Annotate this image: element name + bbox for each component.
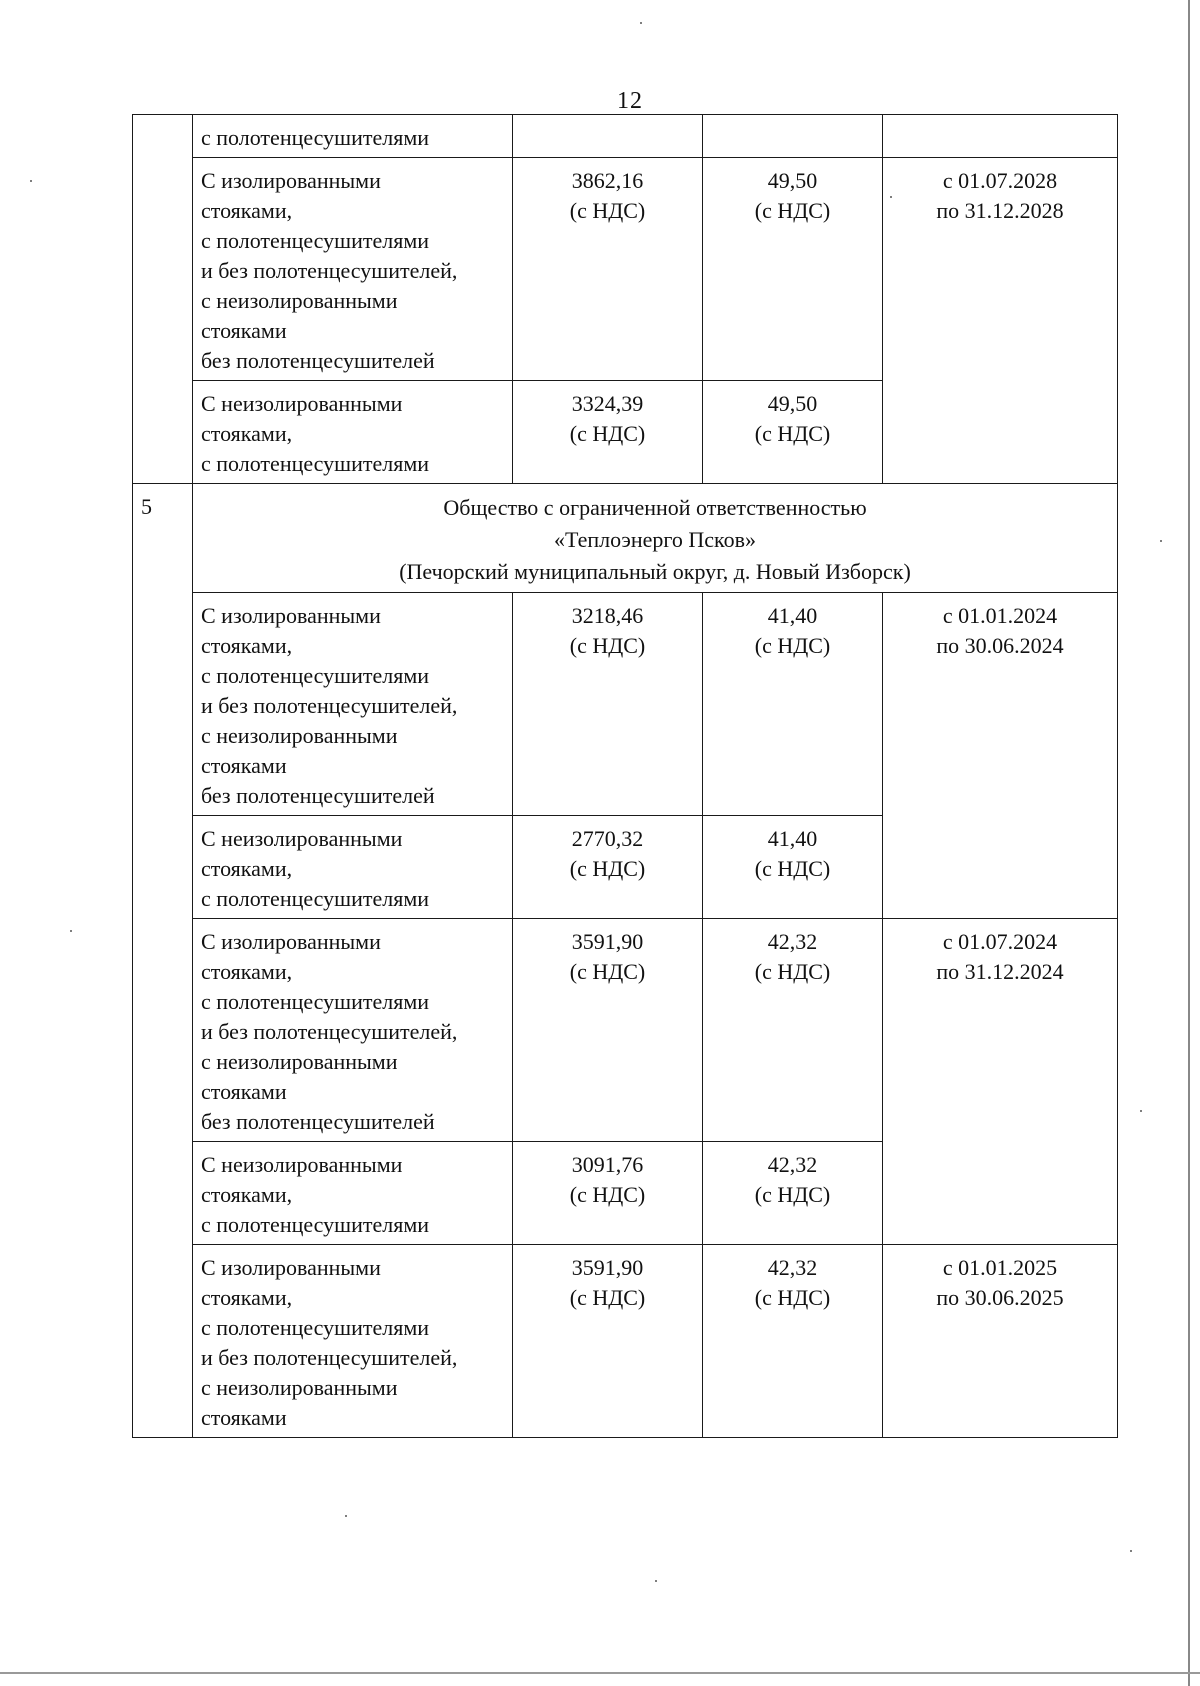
row-number-cell (133, 115, 193, 484)
tariff-value2-cell: 42,32 (с НДС) (703, 1245, 883, 1438)
scan-speck (655, 1580, 657, 1582)
tariff-value2-cell: 42,32 (с НДС) (703, 1142, 883, 1245)
tariff-value2-cell: 41,40 (с НДС) (703, 593, 883, 816)
period-cell: с 01.07.2024 по 31.12.2024 (883, 919, 1118, 1245)
scan-speck (640, 22, 642, 24)
tariff-value-cell (513, 115, 703, 158)
tariff-value2-cell: 42,32 (с НДС) (703, 919, 883, 1142)
table-row (133, 919, 1118, 1142)
table-row (133, 115, 1118, 158)
scan-speck (890, 196, 892, 198)
page-number: 12 (617, 88, 643, 114)
scan-speck (70, 930, 72, 932)
description-cell: с полотенцесушителями (193, 115, 513, 158)
description-cell: С неизолированными стояками, с полотенцесушителями (193, 816, 513, 919)
description-cell: С неизолированными стояками, с полотенцесушителями (193, 381, 513, 484)
tariff-value2-cell: 49,50 (с НДС) (703, 158, 883, 381)
scan-speck (345, 1515, 347, 1517)
tariff-value-cell: 3591,90 (с НДС) (513, 919, 703, 1142)
tariff-value2-cell (703, 115, 883, 158)
page-edge-bottom (0, 1672, 1200, 1674)
period-cell: с 01.01.2024 по 30.06.2024 (883, 593, 1118, 919)
tariff-value-cell: 3218,46 (с НДС) (513, 593, 703, 816)
scan-speck (1140, 1110, 1142, 1112)
description-cell: С изолированными стояками, с полотенцесушителями и без полотенцесушителей, с неизолированными стояками без полотенцесушителей (193, 158, 513, 381)
period-cell: с 01.01.2025 по 30.06.2025 (883, 1245, 1118, 1438)
tariff-value-cell: 3091,76 (с НДС) (513, 1142, 703, 1245)
table-row (133, 1245, 1118, 1438)
period-cell: с 01.07.2028 по 31.12.2028 (883, 158, 1118, 484)
tariff-value2-cell: 41,40 (с НДС) (703, 816, 883, 919)
tariff-value-cell: 2770,32 (с НДС) (513, 816, 703, 919)
tariff-value2-cell: 49,50 (с НДС) (703, 381, 883, 484)
row-number-cell: 5 (133, 484, 193, 1438)
tariff-value-cell: 3862,16 (с НДС) (513, 158, 703, 381)
description-cell: С изолированными стояками, с полотенцесушителями и без полотенцесушителей, с неизолированными стояками (193, 1245, 513, 1438)
organization-header-row (133, 484, 1118, 593)
description-cell: С неизолированными стояками, с полотенцесушителями (193, 1142, 513, 1245)
tariff-table (132, 114, 1118, 1438)
table-row (133, 593, 1118, 816)
scan-speck (1130, 1550, 1132, 1552)
organization-name-cell: Общество с ограниченной ответственностью «Теплоэнерго Псков» (Печорский муниципальный округ, д. Новый Изборск) (193, 484, 1118, 593)
period-cell (883, 115, 1118, 158)
tariff-value-cell: 3324,39 (с НДС) (513, 381, 703, 484)
page-edge-right (1188, 0, 1190, 1686)
tariff-value-cell: 3591,90 (с НДС) (513, 1245, 703, 1438)
scan-speck (1160, 540, 1162, 542)
description-cell: С изолированными стояками, с полотенцесушителями и без полотенцесушителей, с неизолированными стояками без полотенцесушителей (193, 593, 513, 816)
table-row (133, 158, 1118, 381)
scan-speck (30, 180, 32, 182)
description-cell: С изолированными стояками, с полотенцесушителями и без полотенцесушителей, с неизолированными стояками без полотенцесушителей (193, 919, 513, 1142)
